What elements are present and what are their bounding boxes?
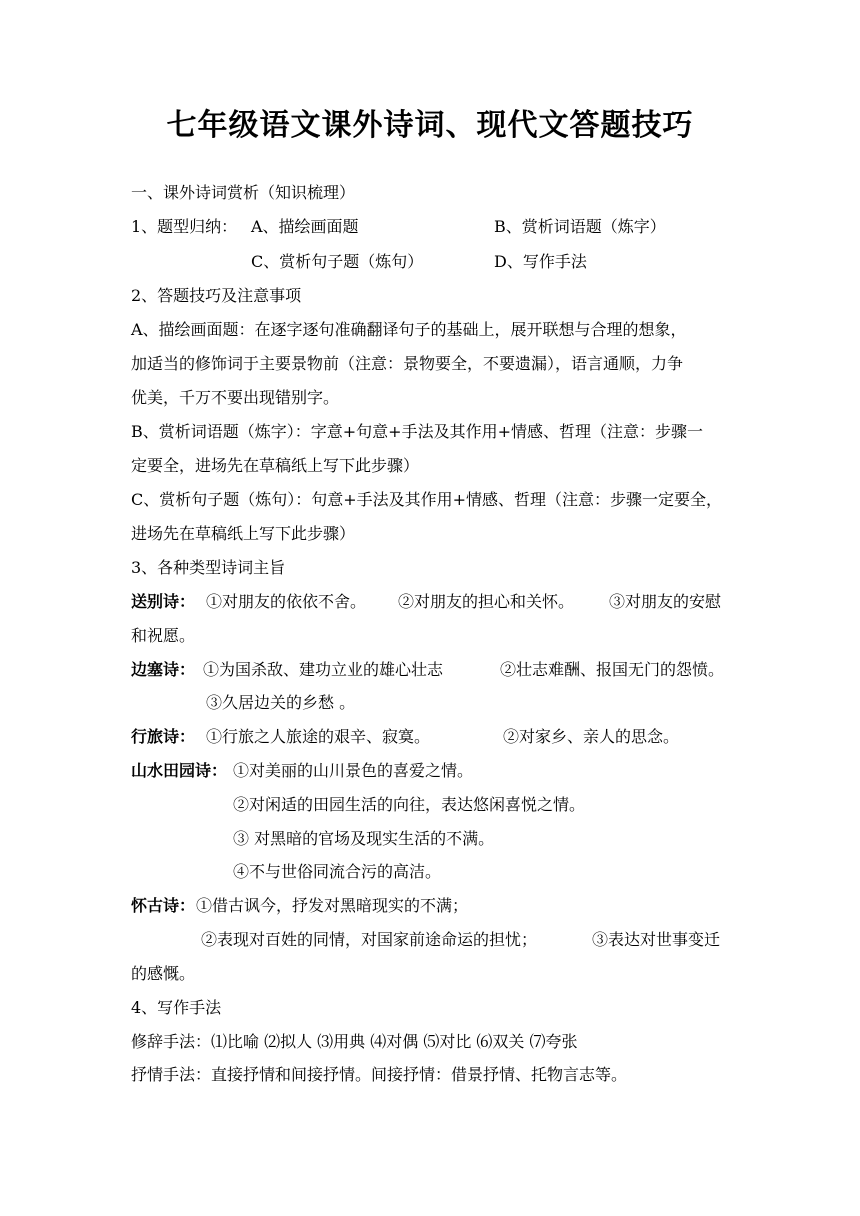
farewell-item: ①对朋友的依依不舍。 xyxy=(206,592,367,611)
techniques-heading: 4、写作手法 xyxy=(131,998,222,1017)
question-types-label: 1、题型归纳： xyxy=(131,217,238,236)
travel-item: ②对家乡、亲人的思念。 xyxy=(503,727,680,746)
frontier-label: 边塞诗： xyxy=(131,660,196,679)
farewell-item: ②对朋友的担心和关怀。 xyxy=(398,592,575,611)
type-d: D、写作手法 xyxy=(494,252,587,271)
nostalgia-continuation: 的感慨。 xyxy=(131,964,196,983)
section-heading: 一、课外诗词赏析（知识梳理） xyxy=(131,183,356,202)
pastoral-label: 山水田园诗： xyxy=(131,761,228,780)
rhetoric-techniques: 修辞手法：⑴比喻 ⑵拟人 ⑶用典 ⑷对偶 ⑸对比 ⑹双关 ⑺夸张 xyxy=(131,1032,578,1051)
nostalgia-item: ①借古讽今，抒发对黑暗现实的不满； xyxy=(196,896,469,915)
tip-a-line: A、描绘画面题：在逐字逐句准确翻译句子的基础上，展开联想与合理的想象， xyxy=(131,320,687,339)
pastoral-item: ②对闲适的田园生活的向往，表达悠闲喜悦之情。 xyxy=(233,795,586,814)
nostalgia-item: ②表现对百姓的同情，对国家前途命运的担忧； xyxy=(201,930,538,949)
farewell-label: 送别诗： xyxy=(131,592,196,611)
pastoral-item: ①对美丽的山川景色的喜爱之情。 xyxy=(233,761,474,780)
type-b: B、赏析词语题（炼字） xyxy=(494,217,666,236)
frontier-item: ②壮志难酬、报国无门的怨愤。 xyxy=(500,660,725,679)
type-a: A、描绘画面题 xyxy=(251,217,359,236)
page-title: 七年级语文课外诗词、现代文答题技巧 xyxy=(166,108,694,143)
tip-b-line: B、赏析词语题（炼字）：字意+句意+手法及其作用+情感、哲理（注意：步骤一 xyxy=(131,422,703,441)
frontier-item: ①为国杀敌、建功立业的雄心壮志 xyxy=(203,660,444,679)
themes-heading: 3、各种类型诗词主旨 xyxy=(131,558,286,577)
frontier-item: ③久居边关的乡愁 。 xyxy=(206,693,356,712)
nostalgia-item: ③表达对世事变迁 xyxy=(592,930,721,949)
travel-item: ①行旅之人旅途的艰辛、寂寞。 xyxy=(206,727,431,746)
lyric-techniques: 抒情手法：直接抒情和间接抒情。间接抒情：借景抒情、托物言志等。 xyxy=(131,1065,628,1084)
tip-c-line: C、赏析句子题（炼句）：句意+手法及其作用+情感、哲理（注意：步骤一定要全， xyxy=(131,490,723,509)
farewell-item: ③对朋友的安慰 xyxy=(609,592,722,611)
farewell-continuation: 和祝愿。 xyxy=(131,626,196,645)
tip-b-line: 定要全，进场先在草稿纸上写下此步骤） xyxy=(131,456,420,475)
travel-label: 行旅诗： xyxy=(131,727,196,746)
tip-c-line: 进场先在草稿纸上写下此步骤） xyxy=(131,524,356,543)
tip-a-line: 优美，千万不要出现错别字。 xyxy=(131,388,340,407)
pastoral-item: ④不与世俗同流合污的高洁。 xyxy=(233,862,442,881)
pastoral-item: ③ 对黑暗的官场及现实生活的不满。 xyxy=(233,829,495,848)
tips-heading: 2、答题技巧及注意事项 xyxy=(131,286,302,305)
type-c: C、赏析句子题（炼句） xyxy=(251,252,424,271)
nostalgia-label: 怀古诗： xyxy=(131,896,196,915)
tip-a-line: 加适当的修饰词于主要景物前（注意：景物要全，不要遗漏），语言通顺，力争 xyxy=(131,354,684,373)
